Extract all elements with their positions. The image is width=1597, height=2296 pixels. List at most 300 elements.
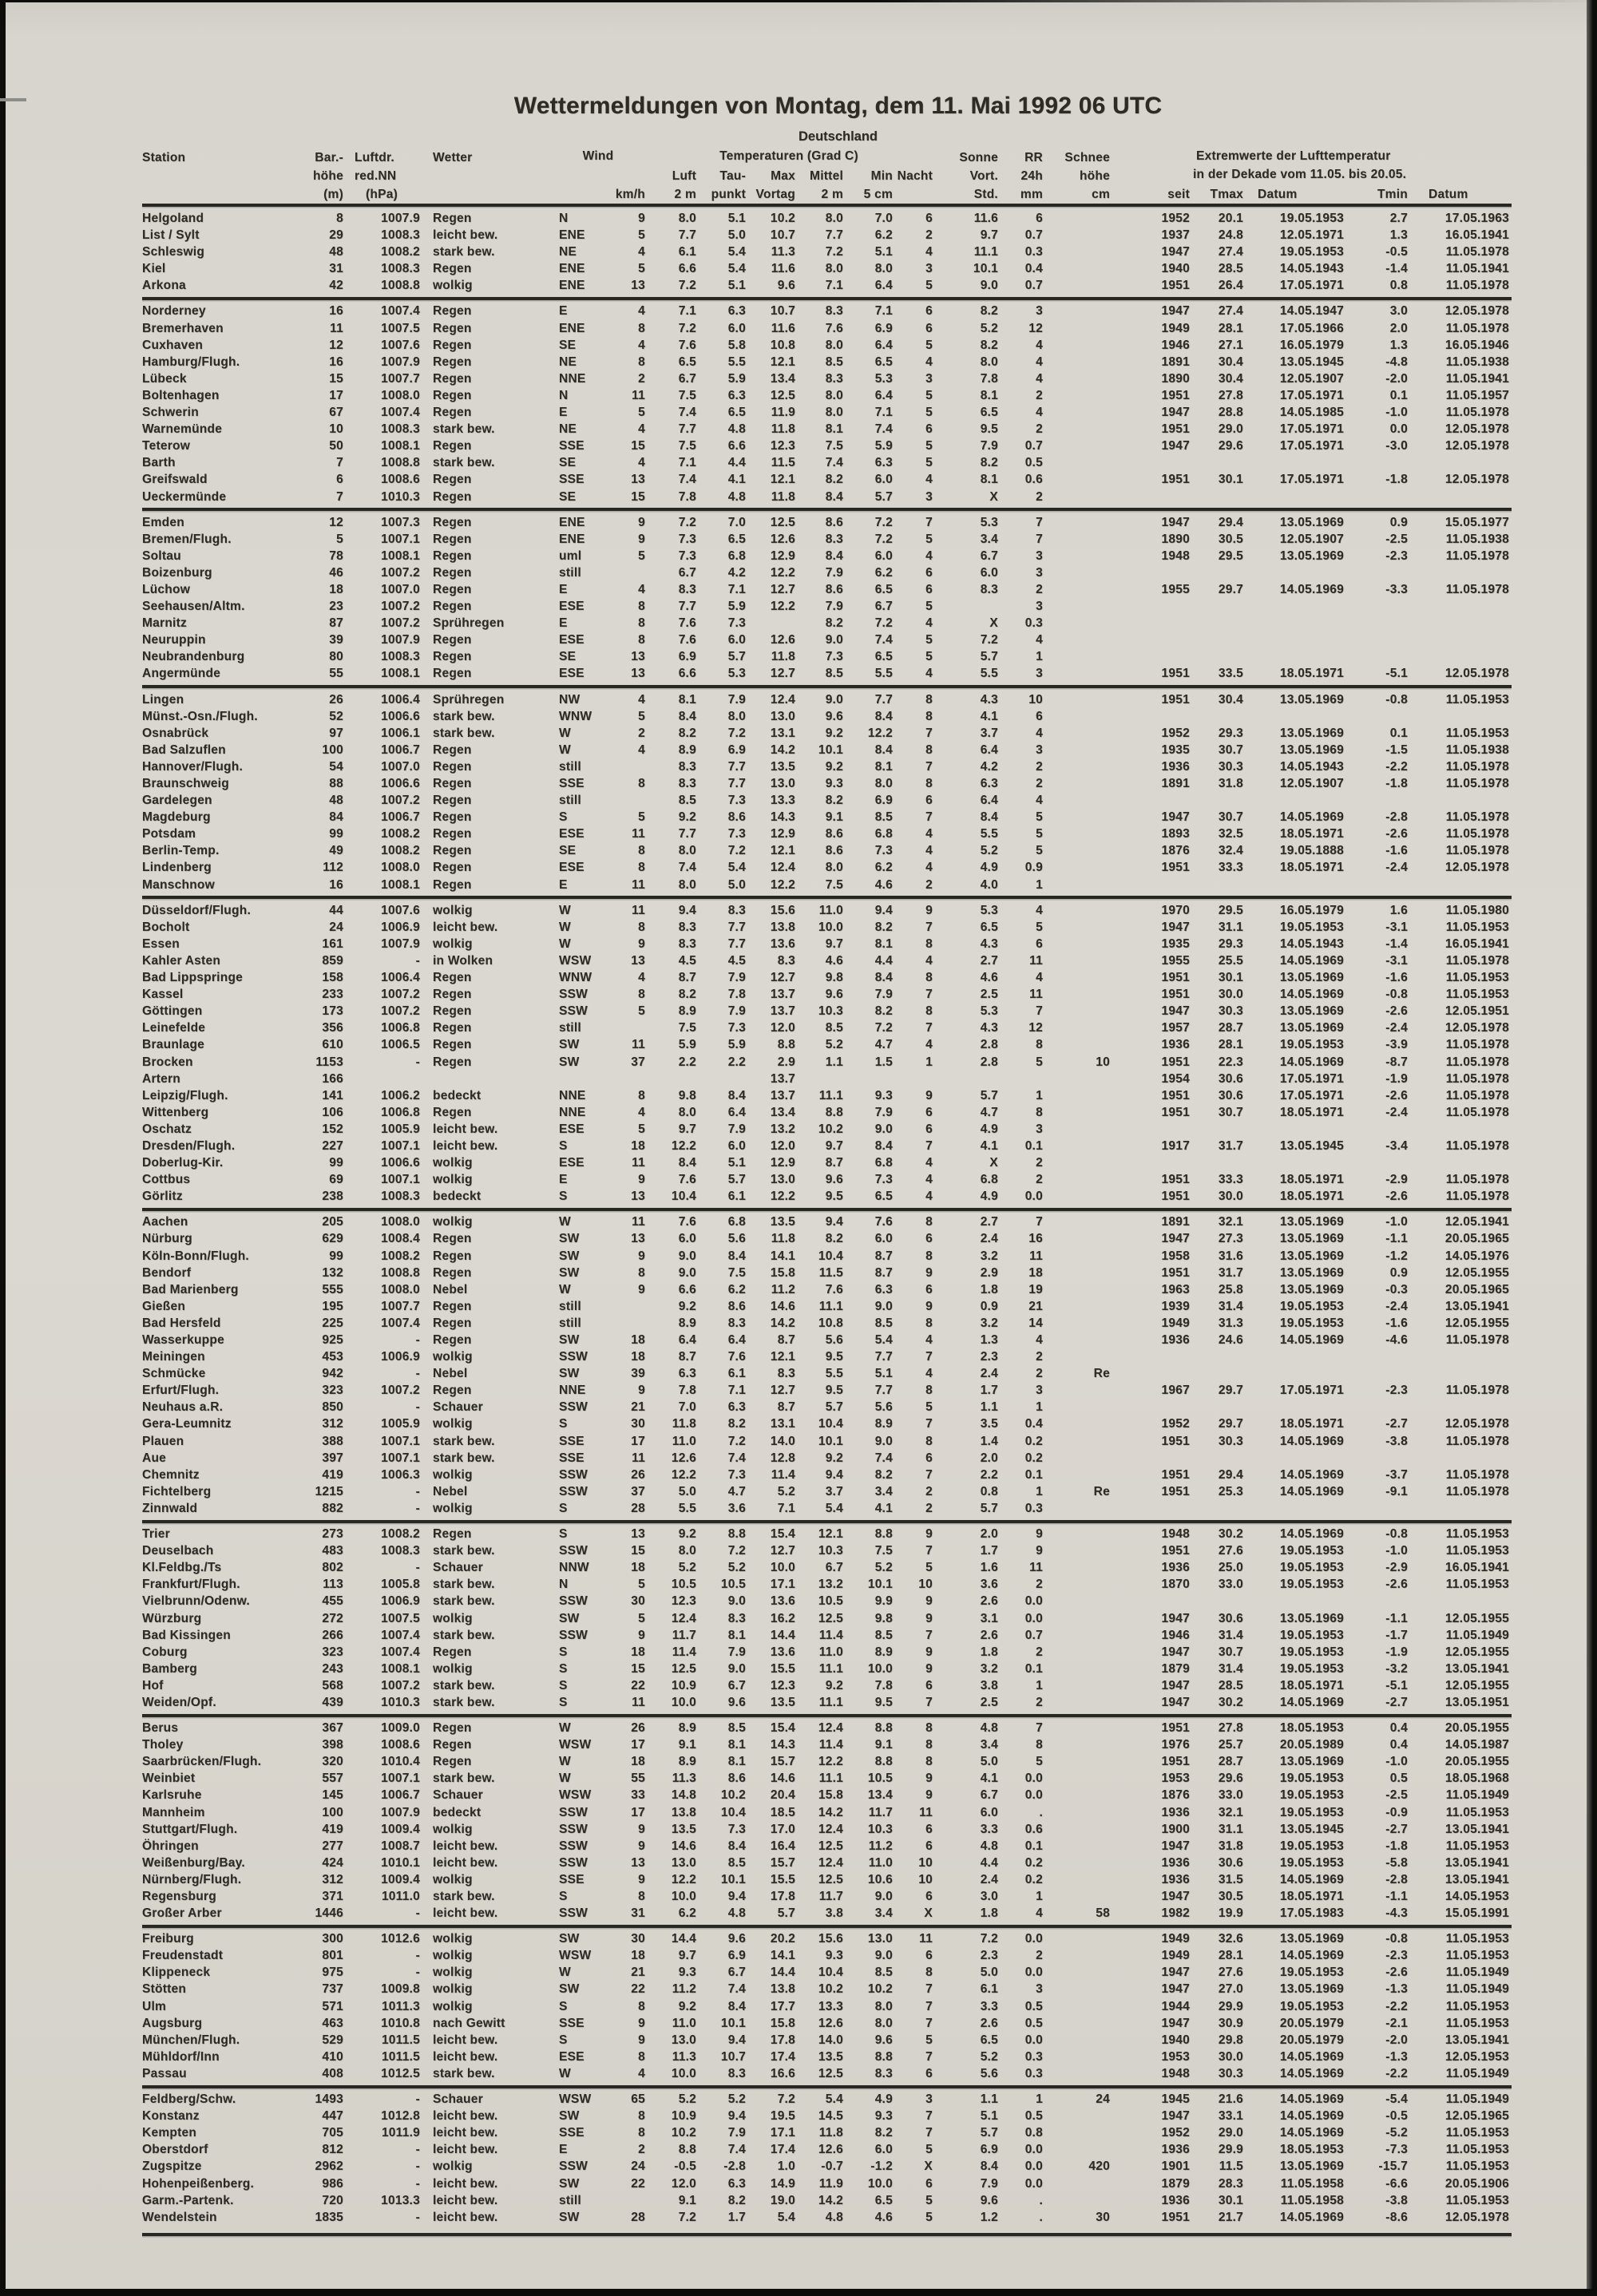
cell-luftdr: 1007.2	[381, 565, 420, 580]
cell-kmh	[602, 1298, 645, 1315]
cell-tau: 7.7	[727, 777, 746, 790]
cell-tmax_datum	[1243, 648, 1344, 665]
cell-tau: 8.6	[727, 1771, 746, 1786]
cell-tmin_datum: 11.05.1953	[1445, 988, 1509, 1002]
cell-schnee	[1043, 1964, 1110, 1981]
cell-rr: 0.3	[1024, 245, 1043, 259]
cell-rr: 11	[1029, 1249, 1043, 1263]
cell-rr: 2	[1036, 1350, 1043, 1364]
cell-station: Konstanz	[142, 2109, 200, 2124]
cell-mittel: 12.4	[818, 1721, 843, 1736]
cell-kmh: 8	[638, 861, 645, 875]
cell-station: Osnabrück	[142, 726, 209, 740]
cell-kmh: 8	[638, 2126, 645, 2140]
cell-station: Göttingen	[142, 1004, 203, 1019]
cell-tmax: 30.7	[1218, 1105, 1243, 1119]
cell-wetter: Regen	[433, 988, 472, 1002]
cell-tmin_datum	[1408, 1365, 1509, 1382]
cell-tmax_datum: 18.05.1971	[1279, 1890, 1344, 1903]
cell-tmax: 31.5	[1218, 1872, 1243, 1886]
cell-luftdr: 1008.1	[381, 439, 420, 453]
cell-rr: 14	[1028, 1316, 1043, 1330]
cell-sonne: 3.2	[980, 1249, 998, 1263]
cell-tau: 3.6	[727, 1501, 746, 1515]
cell-sonne	[933, 598, 998, 615]
cell-tmin: -5.4	[1385, 2092, 1408, 2107]
cell-rr: 7	[1036, 532, 1043, 546]
cell-seit	[1110, 1450, 1190, 1467]
cell-tmin	[1344, 1154, 1408, 1171]
cell-tau: 10.5	[720, 1578, 746, 1592]
cell-luftdr: -	[415, 2159, 420, 2174]
header-rule	[142, 204, 1512, 207]
cell-station: Würzburg	[142, 1611, 202, 1625]
cell-tmax_datum: 17.05.1971	[1279, 473, 1344, 487]
cell-wetter: nach Gewitt	[433, 2016, 505, 2030]
cell-min: 6.2	[874, 228, 893, 243]
cell-schnee	[1043, 1526, 1110, 1542]
table-row	[142, 615, 1512, 631]
cell-tmax: 32.1	[1218, 1805, 1243, 1819]
cell-tmax_datum: 19.05.1953	[1279, 1771, 1344, 1786]
cell-luftdr: 1007.9	[381, 633, 420, 647]
cell-wind: W	[559, 903, 571, 917]
cell-mittel: 9.3	[825, 1949, 843, 1963]
cell-luft: 6.0	[678, 1232, 696, 1246]
cell-sonne: 8.3	[980, 582, 998, 596]
table-row	[142, 1467, 1512, 1483]
cell-luftdr: 1007.9	[381, 1805, 420, 1819]
cell-tmin	[1344, 631, 1408, 648]
cell-hoehe: 850	[322, 1400, 343, 1415]
cell-wind: SW	[559, 2176, 580, 2191]
cell-nacht: 9	[925, 1088, 933, 1102]
cell-wetter: Regen	[433, 354, 472, 369]
cell-sonne: 3.2	[980, 1316, 998, 1330]
cell-kmh	[602, 564, 645, 581]
col-header-max: Max	[771, 169, 795, 183]
cell-tmax: 30.7	[1218, 742, 1243, 757]
cell-tmax: 29.0	[1218, 2126, 1243, 2140]
cell-rr: 0.0	[1024, 1932, 1043, 1946]
cell-luftdr: 1010.3	[381, 1695, 420, 1709]
cell-luft: 8.0	[678, 212, 696, 225]
cell-nacht: 4	[925, 861, 933, 875]
cell-hoehe: 50	[329, 439, 343, 453]
cell-kmh: 4	[638, 338, 645, 352]
cell-tmin	[1344, 1365, 1408, 1382]
col-header-cm: cm	[1092, 188, 1110, 201]
cell-nacht: 8	[925, 1249, 933, 1263]
cell-min: 10.5	[867, 1771, 893, 1786]
cell-luft: 10.0	[671, 1890, 696, 1903]
cell-hoehe: 300	[322, 1932, 343, 1946]
cell-sonne: 2.6	[980, 1594, 998, 1609]
table-row	[142, 1315, 1512, 1332]
cell-max: 5.4	[777, 2210, 795, 2224]
cell-max: 5.2	[777, 1484, 795, 1498]
cell-tmax_datum	[1243, 631, 1344, 648]
cell-tmin: 0.9	[1389, 1265, 1408, 1280]
cell-kmh: 11	[632, 877, 645, 892]
cell-tmin: 2.0	[1389, 321, 1408, 335]
cell-kmh: 8	[638, 321, 645, 335]
cell-seit: 1951	[1161, 1088, 1190, 1102]
cell-seit: 1935	[1161, 936, 1190, 951]
cell-max: 12.1	[770, 844, 795, 858]
cell-mittel: 5.2	[825, 1038, 843, 1052]
cell-tau: 5.2	[727, 1561, 746, 1575]
cell-tmax_datum: 19.05.1888	[1279, 844, 1344, 858]
cell-max: 17.1	[770, 1578, 795, 1592]
cell-wind: S	[559, 1190, 568, 1204]
cell-wind: NNW	[559, 1561, 589, 1575]
cell-wetter: Regen	[433, 742, 472, 757]
cell-tmin_datum: 11.05.1978	[1445, 321, 1509, 335]
cell-rr: 12	[1028, 1021, 1043, 1035]
cell-wetter: Regen	[433, 1384, 472, 1398]
cell-tmin: -1.2	[1385, 1249, 1408, 1263]
cell-sonne: 8.2	[980, 304, 998, 319]
cell-station: Teterow	[142, 439, 191, 453]
cell-schnee	[1043, 2175, 1110, 2192]
cell-kmh: 13	[631, 650, 645, 664]
cell-sonne: 8.1	[980, 388, 998, 402]
cell-station: Zinnwald	[142, 1501, 198, 1515]
cell-luftdr: 1007.1	[381, 1451, 420, 1465]
cell-hoehe: 16	[329, 304, 343, 319]
cell-min: 6.5	[874, 2193, 893, 2207]
cell-luftdr: 1007.2	[381, 1004, 420, 1019]
cell-schnee	[1043, 969, 1110, 986]
cell-nacht: 4	[925, 844, 933, 858]
cell-tmin: 0.0	[1389, 422, 1408, 437]
cell-sonne: 2.8	[980, 1038, 998, 1052]
cell-schnee	[1043, 1188, 1110, 1205]
cell-tmax_datum: 13.05.1969	[1279, 1611, 1344, 1625]
cell-tmax: 33.3	[1218, 1173, 1243, 1187]
cell-wetter: wolkig	[433, 2159, 473, 2174]
cell-tmin_datum: 11.05.1953	[1445, 2193, 1509, 2207]
cell-tau: 8.8	[727, 1527, 746, 1542]
cell-luft: 12.6	[671, 1451, 696, 1465]
cell-seit: 1948	[1161, 1527, 1190, 1542]
cell-kmh: 4	[638, 1105, 645, 1119]
cell-sonne: 8.2	[980, 456, 998, 470]
table-row	[142, 877, 1512, 893]
cell-hoehe: 243	[322, 1661, 343, 1676]
cell-nacht: 5	[925, 1561, 933, 1575]
cell-wetter: wolkig	[433, 279, 473, 293]
cell-max: 13.7	[770, 1088, 795, 1102]
cell-min: 6.3	[874, 1282, 893, 1296]
cell-min: 6.2	[874, 861, 893, 875]
cell-max: 12.9	[770, 1156, 795, 1170]
cell-wetter: Schauer	[433, 1561, 483, 1575]
cell-schnee	[1043, 243, 1110, 260]
cell-wind: still	[559, 1021, 581, 1035]
cell-seit: 1901	[1161, 2159, 1190, 2174]
cell-mittel: 9.3	[825, 777, 843, 790]
cell-min: 9.0	[874, 1890, 893, 1903]
cell-tmin_datum: 15.05.1977	[1444, 515, 1509, 529]
cell-min: 7.6	[874, 1215, 893, 1229]
cell-luftdr: 1007.4	[381, 304, 420, 319]
cell-wetter: Regen	[433, 371, 472, 386]
cell-wind: W	[559, 1721, 571, 1736]
cell-schnee	[1043, 1888, 1110, 1905]
cell-station: Berlin-Temp.	[142, 844, 220, 858]
cell-tmin_datum: 11.05.1978	[1445, 279, 1509, 293]
cell-kmh: 5	[638, 1122, 645, 1136]
cell-kmh: 24	[631, 2159, 645, 2174]
cell-station: Seehausen/Altm.	[142, 600, 245, 614]
cell-hoehe: 10	[329, 422, 343, 437]
cell-wetter: wolkig	[433, 1872, 473, 1886]
cell-min: 9.0	[874, 1434, 893, 1448]
cell-mittel: -0.7	[821, 2159, 843, 2174]
cell-schnee	[1043, 936, 1110, 952]
cell-hoehe: 529	[322, 2033, 343, 2047]
cell-tmax: 31.1	[1218, 920, 1243, 934]
cell-hoehe: 225	[322, 1316, 343, 1330]
cell-luft: 7.7	[678, 827, 696, 841]
cell-wetter: stark bew.	[433, 1434, 495, 1448]
table-row	[142, 1298, 1512, 1315]
cell-luftdr: 1007.1	[381, 1771, 420, 1786]
col-header-vortag: Vortag	[755, 188, 795, 201]
table-header-line2	[142, 168, 1512, 185]
cell-min: 6.2	[874, 565, 893, 580]
cell-sonne: 2.0	[980, 1527, 998, 1542]
cell-min: 9.3	[874, 1088, 893, 1102]
cell-wind: S	[559, 2033, 568, 2047]
cell-tmin_datum: 11.05.1953	[1445, 1839, 1509, 1853]
cell-tmin: -3.4	[1385, 1138, 1408, 1153]
cell-station: Bendorf	[142, 1265, 192, 1280]
cell-rr: 12	[1028, 321, 1043, 335]
cell-kmh: 22	[631, 2176, 645, 2191]
cell-luft: 9.2	[678, 810, 696, 825]
cell-tmin: -2.4	[1385, 1299, 1408, 1313]
cell-rr: 3	[1036, 1384, 1043, 1398]
cell-tmax: 30.3	[1218, 1004, 1243, 1019]
cell-max: 12.0	[770, 1138, 795, 1153]
cell-sonne: 5.7	[980, 650, 998, 664]
cell-max: 12.2	[770, 1190, 795, 1204]
cell-nacht: 7	[925, 988, 933, 1002]
cell-sonne: 3.4	[980, 532, 998, 546]
cell-wetter: Regen	[433, 650, 472, 664]
cell-luftdr: 1008.6	[381, 1738, 420, 1752]
cell-luftdr: -	[415, 1400, 420, 1415]
cell-tmax_datum: 13.05.1969	[1279, 1282, 1344, 1296]
cell-wetter: Sprühregen	[433, 692, 505, 707]
cell-tmin_datum: 16.05.1941	[1444, 1561, 1509, 1575]
cell-station: Görlitz	[142, 1190, 183, 1204]
cell-nacht: 4	[925, 616, 933, 631]
cell-luft: 8.7	[678, 971, 696, 985]
cell-tmax: 31.8	[1218, 1839, 1243, 1853]
cell-tmin_datum: 12.05.1978	[1444, 439, 1509, 453]
cell-wind: NE	[559, 422, 577, 437]
cell-tmin_datum: 11.05.1980	[1445, 903, 1509, 917]
station-block	[142, 303, 1512, 505]
cell-station: Weinbiet	[142, 1771, 196, 1786]
cell-schnee	[1043, 1838, 1110, 1855]
cell-nacht: 5	[925, 2143, 933, 2157]
cell-schnee	[1043, 1467, 1110, 1483]
cell-luftdr	[343, 1071, 420, 1087]
cell-kmh: 5	[638, 228, 645, 243]
cell-hoehe: 8	[336, 212, 343, 225]
cell-luft: 12.2	[671, 1467, 696, 1482]
cell-luft: 4.5	[678, 953, 696, 968]
cell-wetter: leicht bew.	[433, 1855, 498, 1870]
cell-luftdr: 1011.9	[381, 2126, 420, 2140]
cell-wind: SSW	[559, 1594, 588, 1609]
cell-tmin: -1.0	[1385, 1544, 1408, 1558]
cell-tmin_datum: 11.05.1938	[1445, 354, 1509, 369]
cell-max: 15.4	[770, 1527, 795, 1542]
cell-kmh: 13	[631, 953, 645, 968]
cell-wind: NE	[559, 245, 577, 259]
cell-rr: 4	[1036, 371, 1043, 386]
cell-max: 11.2	[771, 1282, 795, 1296]
cell-tmin_datum: 12.05.1955	[1444, 1611, 1509, 1625]
cell-max: 12.2	[770, 877, 795, 892]
cell-max: 20.2	[770, 1932, 795, 1946]
cell-schnee	[1043, 1138, 1110, 1154]
cell-luft: 6.6	[678, 1282, 696, 1296]
cell-mittel: 8.0	[825, 861, 843, 875]
cell-tmax: 29.0	[1218, 422, 1243, 437]
cell-luft: 8.2	[678, 988, 696, 1002]
cell-nacht: 5	[925, 2210, 933, 2224]
cell-wind: S	[559, 1138, 568, 1153]
cell-tau: 7.3	[727, 1822, 746, 1836]
table-row	[142, 2091, 1512, 2108]
cell-sonne: 6.7	[980, 1788, 998, 1803]
cell-tmax_datum: 13.05.1969	[1279, 742, 1344, 757]
cell-station: Wittenberg	[142, 1105, 209, 1119]
cell-kmh: 13	[631, 279, 645, 293]
cell-mittel: 10.3	[818, 1544, 843, 1558]
cell-luftdr: 1008.2	[381, 827, 420, 841]
cell-luftdr: 1005.8	[381, 1578, 420, 1592]
cell-wetter: Regen	[433, 1645, 472, 1659]
cell-min: 7.2	[874, 532, 893, 546]
cell-seit: 1955	[1161, 953, 1190, 968]
cell-min: 10.0	[867, 2176, 893, 2191]
cell-min: 5.3	[874, 371, 893, 386]
cell-rr: 3	[1036, 548, 1043, 563]
cell-tau: 8.2	[727, 1417, 746, 1431]
cell-luftdr: 1012.8	[381, 2109, 420, 2124]
cell-hoehe: 6	[336, 473, 343, 487]
cell-luft: 7.7	[678, 600, 696, 614]
cell-sonne: 3.4	[980, 1738, 998, 1752]
cell-tmax: 33.3	[1218, 861, 1243, 875]
cell-tau: 7.7	[727, 920, 746, 934]
cell-nacht: 9	[925, 1645, 933, 1659]
cell-seit: 1951	[1161, 1055, 1190, 1069]
cell-sonne: 4.1	[980, 1771, 998, 1786]
cell-nacht: 6	[925, 212, 933, 225]
cell-seit: 1944	[1161, 1999, 1190, 2013]
cell-luft: 7.4	[678, 473, 696, 487]
cell-kmh: 18	[631, 1645, 645, 1659]
cell-hoehe: 99	[329, 1249, 343, 1263]
cell-tmax: 24.8	[1218, 228, 1243, 243]
cell-station: Lübeck	[142, 371, 187, 386]
cell-tmin: -1.6	[1385, 971, 1408, 985]
cell-seit	[1110, 615, 1190, 631]
cell-hoehe: 942	[322, 1367, 343, 1381]
cell-luftdr: -	[415, 953, 420, 968]
cell-tmax: 28.8	[1218, 406, 1243, 420]
cell-schnee	[1043, 2108, 1110, 2124]
cell-sonne: 3.5	[980, 1417, 998, 1431]
cell-wetter: Regen	[433, 582, 472, 596]
cell-mittel: 9.2	[825, 1678, 843, 1692]
cell-seit: 1947	[1161, 1695, 1190, 1709]
cell-mittel: 11.1	[818, 1088, 843, 1102]
cell-min: 8.3	[874, 2066, 893, 2080]
cell-tmin: -1.4	[1385, 936, 1408, 951]
cell-seit: 1947	[1161, 2109, 1190, 2124]
cell-rr: 4	[1036, 726, 1043, 740]
cell-mittel: 8.6	[825, 844, 843, 858]
cell-min: 9.0	[874, 1949, 893, 1963]
cell-wetter: leicht bew.	[433, 1122, 498, 1136]
cell-mittel: 8.5	[825, 354, 843, 369]
cell-station: Greifswald	[142, 473, 208, 487]
cell-nacht: 6	[925, 1232, 933, 1246]
cell-station: Bamberg	[142, 1661, 197, 1676]
cell-schnee	[1043, 1281, 1110, 1298]
cell-mittel: 9.2	[825, 759, 843, 774]
cell-max: 12.7	[770, 667, 795, 681]
cell-luft: 7.4	[678, 406, 696, 420]
cell-kmh: 11	[632, 827, 645, 841]
cell-wind: ESE	[559, 2049, 585, 2064]
cell-tmin_datum: 11.05.1953	[1445, 2159, 1509, 2174]
cell-kmh: 5	[638, 810, 645, 825]
cell-min: 3.4	[874, 1484, 893, 1498]
cell-station: Düsseldorf/Flugh.	[142, 903, 251, 917]
cell-mittel: 9.6	[825, 709, 843, 723]
cell-hoehe: 568	[322, 1678, 343, 1692]
cell-wetter: Nebel	[433, 1367, 468, 1381]
cell-sonne: 1.7	[980, 1544, 998, 1558]
cell-nacht: 4	[925, 354, 933, 369]
cell-nacht: 9	[925, 1594, 933, 1609]
cell-tmin: -2.0	[1385, 371, 1408, 386]
cell-station: Großer Arber	[142, 1906, 222, 1921]
cell-tau: 6.0	[727, 633, 746, 647]
block-separator	[142, 685, 1512, 688]
cell-hoehe: 975	[322, 1965, 343, 1980]
cell-kmh: 31	[631, 1906, 645, 1921]
cell-tmax_datum: 11.05.1958	[1280, 2193, 1344, 2207]
cell-wind: ESE	[559, 633, 585, 647]
cell-schnee	[1043, 1804, 1110, 1821]
cell-nacht: 5	[925, 2033, 933, 2047]
cell-luftdr: 1006.5	[381, 1038, 420, 1052]
cell-mittel: 9.5	[825, 1350, 843, 1364]
col-header-wetter: Wetter	[433, 151, 473, 164]
